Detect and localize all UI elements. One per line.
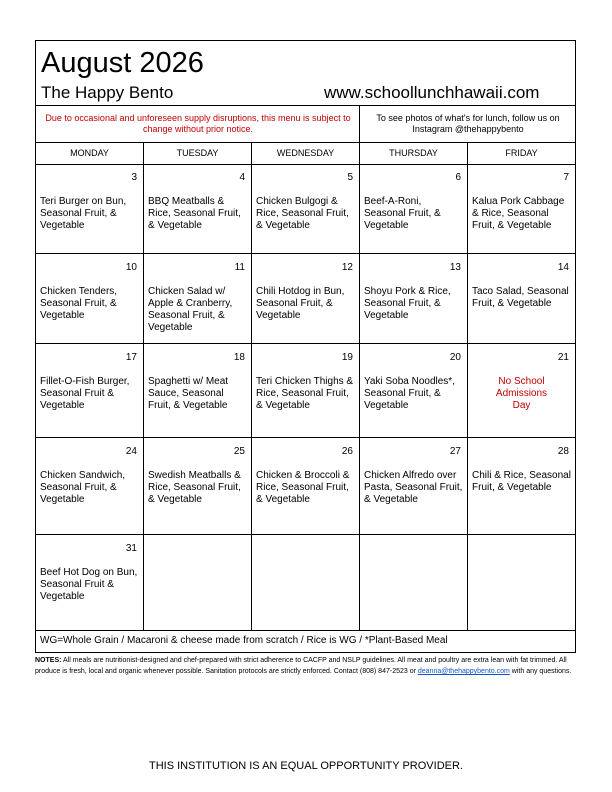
equal-opportunity-footer: THIS INSTITUTION IS AN EQUAL OPPORTUNITY PROVIDER. — [149, 760, 463, 772]
divider — [36, 105, 575, 106]
divider — [359, 105, 360, 142]
day-cell — [36, 344, 144, 438]
day-cell — [360, 164, 468, 254]
day-cell-holiday — [468, 344, 575, 438]
meal-text: Kalua Pork Cabbage & Rice, Seasonal Fruit, & Vegetable — [472, 196, 565, 231]
calendar-grid — [36, 142, 575, 631]
meal-text: Beef Hot Dog on Bun, Seasonal Fruit & Vegetable — [40, 567, 138, 602]
day-cell — [36, 254, 144, 344]
day-cell — [144, 344, 252, 438]
day-number: 4 — [239, 172, 245, 183]
day-number: 24 — [125, 446, 137, 457]
meal-text: Beef-A-Roni, Seasonal Fruit, & Vegetable — [364, 196, 441, 231]
meal-text: Chicken Sandwich, Seasonal Fruit, & Vegetable — [40, 470, 126, 505]
weekday-wednesday: WEDNESDAY — [252, 142, 360, 165]
contact-email-link[interactable]: deanna@thehappybento.com — [417, 668, 510, 675]
day-number: 13 — [449, 262, 461, 273]
meal-text: Chicken & Broccoli & Rice, Seasonal Fruit, & Vegetable — [256, 470, 350, 505]
day-cell — [144, 254, 252, 344]
meal-text: Teri Burger on Bun, Seasonal Fruit, & Vegetable — [40, 196, 127, 231]
weekday-monday: MONDAY — [36, 142, 144, 165]
day-number: 28 — [557, 446, 569, 457]
day-number: 19 — [341, 352, 353, 363]
meal-text: Shoyu Pork & Rice, Seasonal Fruit, & Vegetable — [364, 286, 451, 321]
notes-label: NOTES: — [35, 657, 62, 664]
day-cell-empty — [360, 535, 468, 631]
day-cell — [252, 438, 360, 535]
no-school-label: No School Admissions Day — [495, 376, 548, 411]
day-number: 25 — [233, 446, 245, 457]
week-row — [36, 535, 575, 631]
meal-text: Fillet-O-Fish Burger, Seasonal Fruit & Vegetable — [40, 376, 130, 411]
day-number: 10 — [125, 262, 137, 273]
week-row — [36, 164, 575, 254]
day-number: 21 — [557, 352, 569, 363]
weekday-tuesday: TUESDAY — [144, 142, 252, 165]
week-row — [36, 344, 575, 438]
day-number: 7 — [563, 172, 569, 183]
day-cell — [252, 344, 360, 438]
meal-text: Taco Salad, Seasonal Fruit, & Vegetable — [472, 286, 569, 309]
notes-tail: with any questions. — [509, 668, 572, 675]
day-cell-empty — [468, 535, 575, 631]
day-number: 3 — [131, 172, 137, 183]
weekday-thursday: THURSDAY — [360, 142, 468, 165]
week-row — [36, 438, 575, 535]
day-number: 11 — [234, 262, 245, 273]
supply-notice: Due to occasional and unforeseen supply disruptions, this menu is subject to change without prior notice. — [45, 113, 351, 134]
meal-text: Chili Hotdog in Bun, Seasonal Fruit, & Vegetable — [256, 286, 345, 321]
day-cell — [468, 254, 575, 344]
meal-text: Chili & Rice, Seasonal Fruit, & Vegetable — [472, 470, 571, 493]
website-url: www.schoollunchhawaii.com — [324, 83, 540, 102]
day-cell — [252, 164, 360, 254]
day-number: 27 — [449, 446, 461, 457]
notes-section — [35, 655, 579, 677]
notes-text: All meals are nutritionist-designed and chef-prepared with strict adherence to CACFP and NSLP guidelines. All meat and poultry are extra lean with fat trimmed. All produce is fresh, local and organic whenever possible. Sanitation protocols are strictly enforced. Contact (808) 847-2523 or — [35, 657, 567, 675]
meal-text: Chicken Salad w/ Apple & Cranberry, Seasonal Fruit, & Vegetable — [148, 286, 233, 333]
meal-text: BBQ Meatballs & Rice, Seasonal Fruit, & Vegetable — [148, 196, 241, 231]
day-number: 18 — [233, 352, 245, 363]
day-cell — [360, 438, 468, 535]
day-number: 20 — [449, 352, 461, 363]
day-cell — [468, 438, 575, 535]
menu-legend: WG=Whole Grain / Macaroni & cheese made from scratch / Rice is WG / *Plant-Based Meal — [40, 635, 448, 646]
day-number: 6 — [455, 172, 461, 183]
day-number: 12 — [341, 262, 353, 273]
day-number: 26 — [341, 446, 353, 457]
day-cell-empty — [252, 535, 360, 631]
day-cell-empty — [144, 535, 252, 631]
weekday-header-row — [36, 142, 575, 164]
day-cell — [36, 438, 144, 535]
day-cell — [36, 164, 144, 254]
meal-text: Yaki Soba Noodles*, Seasonal Fruit, & Vegetable — [364, 376, 455, 411]
week-row — [36, 254, 575, 344]
page-title: August 2026 — [41, 47, 204, 79]
meal-text: Teri Chicken Thighs & Rice, Seasonal Fruit, & Vegetable — [256, 376, 354, 411]
day-number: 14 — [557, 262, 569, 273]
menu-calendar — [35, 40, 576, 653]
company-name: The Happy Bento — [41, 83, 174, 102]
day-number: 5 — [347, 172, 353, 183]
day-cell — [36, 535, 144, 631]
day-cell — [360, 254, 468, 344]
meal-text: Spaghetti w/ Meat Sauce, Seasonal Fruit, & Vegetable — [148, 376, 229, 411]
meal-text: Swedish Meatballs & Rice, Seasonal Fruit, & Vegetable — [148, 470, 241, 505]
day-number: 31 — [125, 543, 137, 554]
day-cell — [252, 254, 360, 344]
day-cell — [144, 438, 252, 535]
meal-text: Chicken Bulgogi & Rice, Seasonal Fruit, & Vegetable — [256, 196, 349, 231]
day-cell — [360, 344, 468, 438]
instagram-notice: To see photos of what's for lunch, follow us on Instagram @thehappybento — [376, 113, 560, 134]
weekday-friday: FRIDAY — [468, 142, 575, 165]
day-cell — [144, 164, 252, 254]
meal-text: Chicken Tenders, Seasonal Fruit, & Vegetable — [40, 286, 118, 321]
meal-text: Chicken Alfredo over Pasta, Seasonal Fruit, & Vegetable — [364, 470, 463, 505]
day-cell — [468, 164, 575, 254]
day-number: 17 — [125, 352, 137, 363]
